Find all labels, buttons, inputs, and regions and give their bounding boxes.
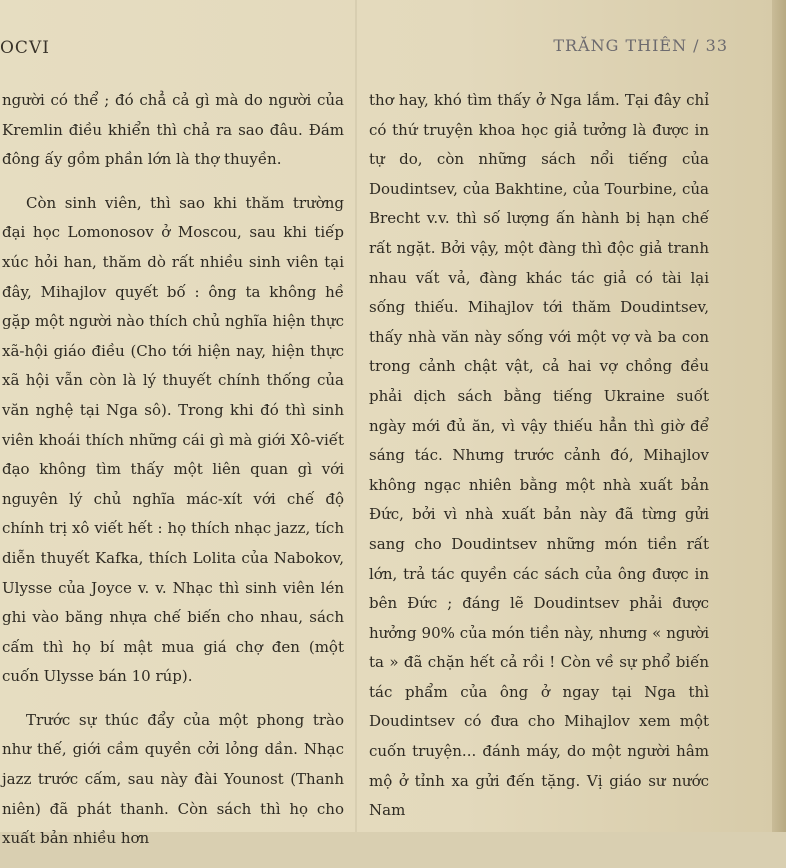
running-header-right: TRĂNG THIÊN / 33 — [553, 36, 728, 55]
right-column — [369, 86, 709, 840]
paragraph: thơ hay, khó tìm thấy ở Nga lắm. Tại đây chỉ có thứ truyện khoa học giả tưởng là được in tự do, còn những sách nổi tiếng của Doudintsev, của Bakhtine, của Tourbine, của Brecht v.v. thì số lượng ấn hành bị hạn chế rất ngặt. Bởi vậy, một đàng thì độc giả tranh nhau vất vả, đàng khác tác giả có tài lại sống thiếu. Mihajlov tới thăm Doudintsev, thấy nhà văn này sống với một vợ và ba con trong cảnh chật vật, cả hai vợ chồng đều phải dịch sách bằng tiếng Ukraine suốt ngày mới đủ ăn, vì vậy thiếu hẳn thì giờ để sáng tác. Nhưng trước cảnh đó, Mihajlov không ngạc nhiên bằng một nhà xuất bản Đức, bởi vì nhà xuất bản này đã từng gửi sang cho Doudintsev những món tiền rất lớn, trả tác quyền các sách của ông được in bên Đức ; đáng lẽ Doudintsev phải được hưởng 90% của món tiền này, nhưng « người ta » đã chặn hết cả rồi ! Còn về sự phổ biến tác phẩm của ông ở ngay tại Nga thì Doudintsev có đưa cho Mihajlov xem một cuốn truyện... đánh máy, do một người hâm mộ ở tỉnh xa gửi đến tặng. Vị giáo sư nước Nam — [369, 91, 709, 820]
running-header-left: OCVI — [0, 38, 50, 58]
left-column — [2, 86, 344, 868]
page-edge — [772, 0, 786, 832]
paragraph: người có thể ; đó chẳ cả gì mà do người của Kremlin điều khiển thì chả ra sao đâu. Đám đông ấy gồm phần lớn là thợ thuyền. — [2, 91, 344, 169]
column-gutter — [355, 0, 357, 832]
paragraph: Trước sự thúc đẩy của một phong trào như thế, giới cầm quyền cởi lỏng dần. Nhạc jazz trước cấm, sau này đài Younost (Thanh niên) đã phát thanh. Còn sách thì họ cho xuất bản nhiều hơn — [2, 710, 344, 848]
paragraph: Còn sinh viên, thì sao khi thăm trường đại học Lomonosov ở Moscou, sau khi tiếp xúc hỏi han, thăm dò rất nhiều sinh viên tại đây, Mihajlov quyết bố : ông ta không hề gặp một người nào thích chủ nghĩa hiện thực xã-hội giáo điều (Cho tới hiện nay, hiện thực xã hội vẫn còn là lý thuyết chính thống của văn nghệ tại Nga sô). Trong khi đó thì sinh viên khoái thích những cái gì mà giới Xô-viết đạo không tìm thấy một liên quan gì với nguyên lý chủ nghĩa mác-xít với chế độ chính trị xô viết hết : họ thích nhạc jazz, tích diễn thuyết Kafka, thích Lolita của Nabokov, Ulysse của Joyce v. v. Nhạc thì sinh viên lén ghi vào băng nhựa chế biến cho nhau, sách cấm thì họ bí mật mua giá chợ đen (một cuốn Ulysse bán 10 rúp). — [2, 193, 344, 686]
